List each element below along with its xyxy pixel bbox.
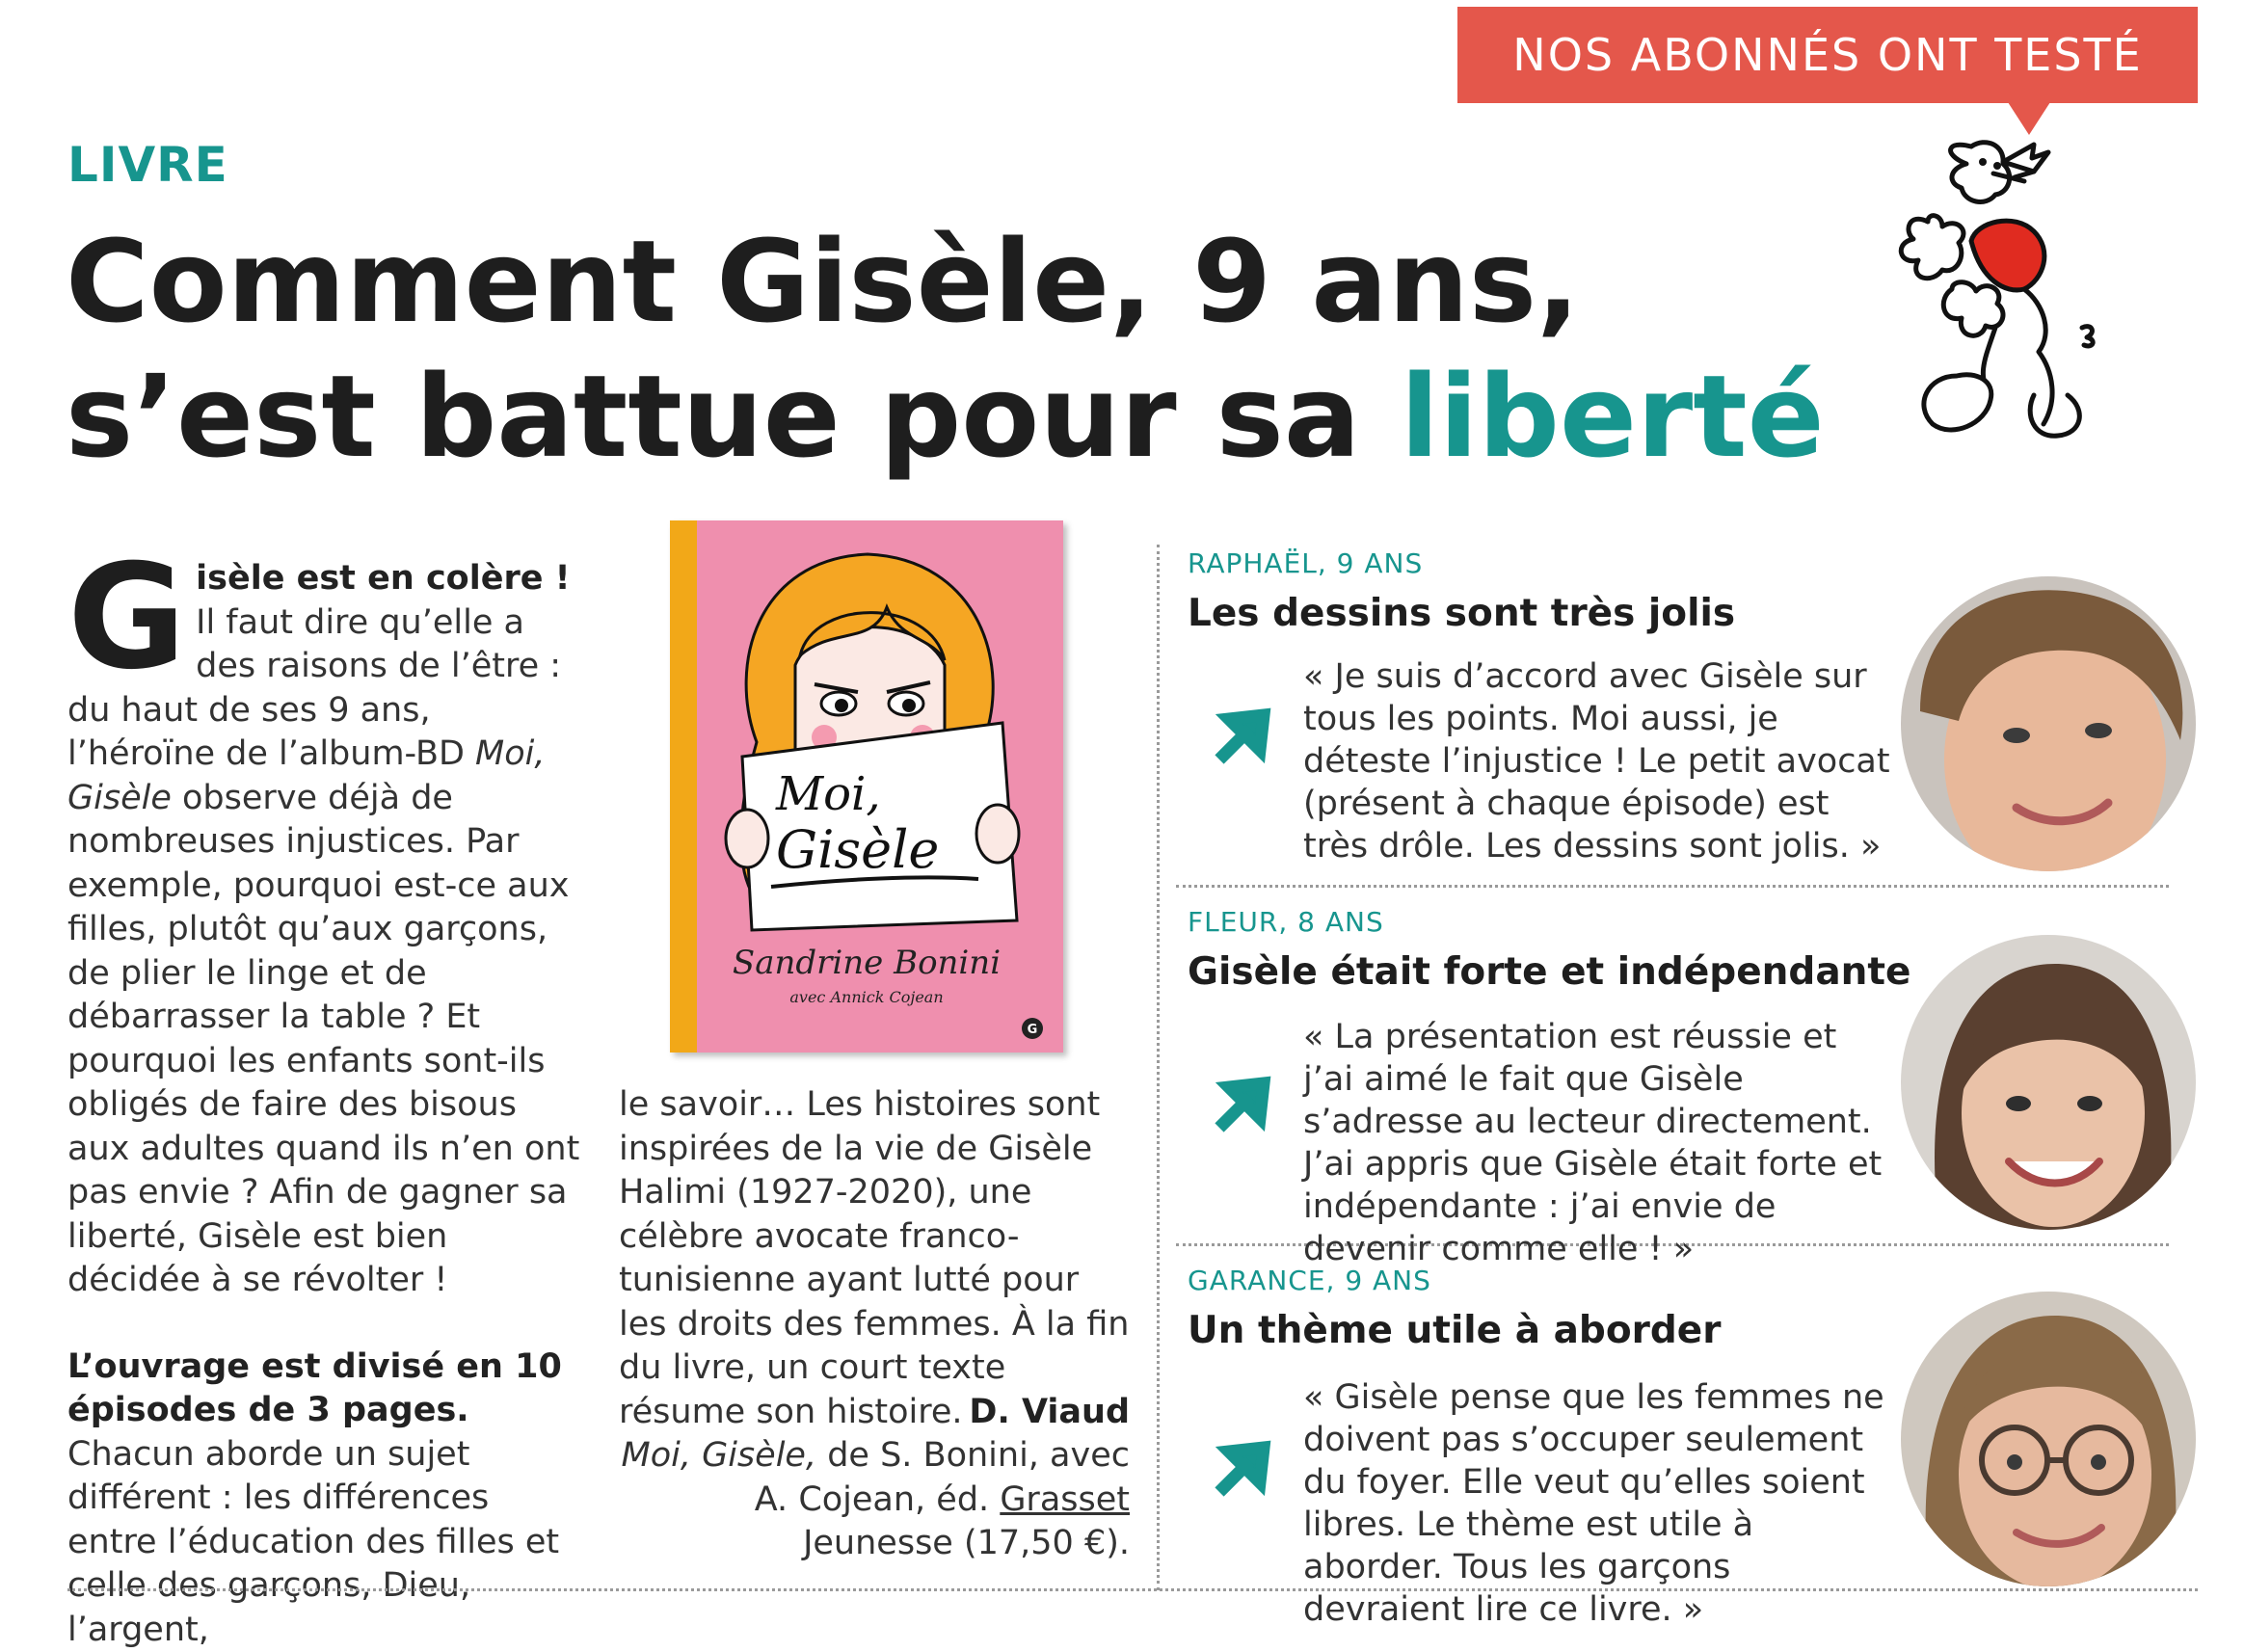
title-line-1: Comment Gisèle, 9 ans, (66, 215, 1580, 348)
review-quote: « Je suis d’accord avec Gisèle sur tous les points. Moi aussi, je déteste l’injustice ! Le petit avocat (présent à chaque épisode) est très drôle. Les dessins sont jolis. » (1303, 657, 1890, 866)
reviewer-photo (1901, 935, 2196, 1230)
review-quote: « La présentation est réussie et j’ai aimé le fait que Gisèle s’adresse au lecteur directement. J’ai appris que Gisèle était forte et indépendante : j’ai envie de devenir comme elle ! » (1303, 1018, 1883, 1268)
reviewer-photo (1901, 576, 2196, 871)
intro-text: Il faut dire qu’elle a des raisons de l’être : du haut de ses 9 ans, l’héroïne de l’album-BD (67, 602, 562, 773)
author-signature: D. Viaud (969, 1392, 1130, 1431)
cover-title-2: Gisèle (776, 819, 940, 880)
column-divider (1157, 545, 1160, 1590)
article-column-1 (67, 534, 588, 1652)
review-title: Gisèle était forte et indépendante (1188, 950, 1911, 994)
continuation-text: le savoir… Les histoires sont inspirées de la vie de Gisèle Halimi (1927-2020), une célèbre avocate franco-tunisienne ayant lutté pour les droits des femmes. À la fin du livre, un court texte résume son histoire. (619, 1085, 1130, 1431)
credit-text: de S. Bonini, avec A. Cojean, éd. (754, 1436, 1130, 1519)
book-cover (670, 520, 1063, 1052)
banner-pointer (2008, 102, 2050, 135)
cover-author: Sandrine Bonini (732, 944, 1002, 982)
book-title-inline: Moi, Gisèle (67, 734, 546, 817)
reviewer-name: FLEUR, 8 ANS (1188, 906, 1384, 938)
structure-lead: L’ouvrage est divisé en 10 épisodes de 3 pages. (67, 1346, 562, 1429)
mascot-illustration (1889, 135, 2121, 453)
reviewer-name: RAPHAËL, 9 ANS (1188, 547, 1424, 579)
cover-publisher-mark: G (1027, 1023, 1038, 1037)
title-highlight: liberté (1400, 350, 1825, 483)
reviewer-photo (1901, 1292, 2196, 1586)
section-banner (1457, 7, 2198, 103)
arrow-up-right-icon (1210, 1070, 1277, 1137)
article-column-2 (619, 1083, 1130, 1566)
review-title: Les dessins sont très jolis (1188, 592, 1736, 635)
cover-title-1: Moi, (776, 767, 881, 821)
reviewer-name: GARANCE, 9 ANS (1188, 1265, 1431, 1296)
cover-coauthor: avec Annick Cojean (789, 988, 944, 1006)
title-line-2: s’est battue pour sa (66, 350, 1401, 483)
drop-cap: G (67, 534, 187, 702)
arrow-up-right-icon (1210, 1434, 1277, 1502)
structure-text: Chacun aborde un sujet différent : les différences entre l’éducation des filles et celle des garçons, Dieu, l’argent, (67, 1434, 560, 1649)
publisher-name: Grasset (1000, 1479, 1130, 1519)
review-title: Un thème utile à aborder (1188, 1309, 1722, 1352)
credit-text-end: Jeunesse (17,50 €). (803, 1524, 1130, 1562)
arrow-up-right-icon (1210, 702, 1277, 769)
section-label: LIVRE (67, 137, 228, 193)
book-credit (619, 1434, 1130, 1566)
intro-text-continued: observe déjà de nombreuses injustices. Par exemple, pourquoi est-ce aux filles, plutôt qu’aux garçons, de plier le linge et de débarrasser la table ? Et pourquoi les enfants sont-ils obligés de faire des bisous aux adultes quand ils n’en ont pas envie ? Afin de gagner sa liberté, Gisèle est bien décidée à se révolter ! (67, 778, 580, 1299)
credit-title: Moi, Gisèle, (621, 1436, 817, 1475)
review-divider (1176, 885, 2169, 888)
review-quote: « Gisèle pense que les femmes ne doivent pas s’occuper seulement du foyer. Elle veut qu’elles soient libres. Le thème est utile à aborder. Tous les garçons devraient lire ce livre. » (1303, 1378, 1884, 1629)
intro-lead: isèle est en colère ! (196, 559, 571, 598)
page-title (66, 214, 1825, 484)
banner-text: NOS ABONNÉS ONT TESTÉ (1512, 29, 2143, 81)
